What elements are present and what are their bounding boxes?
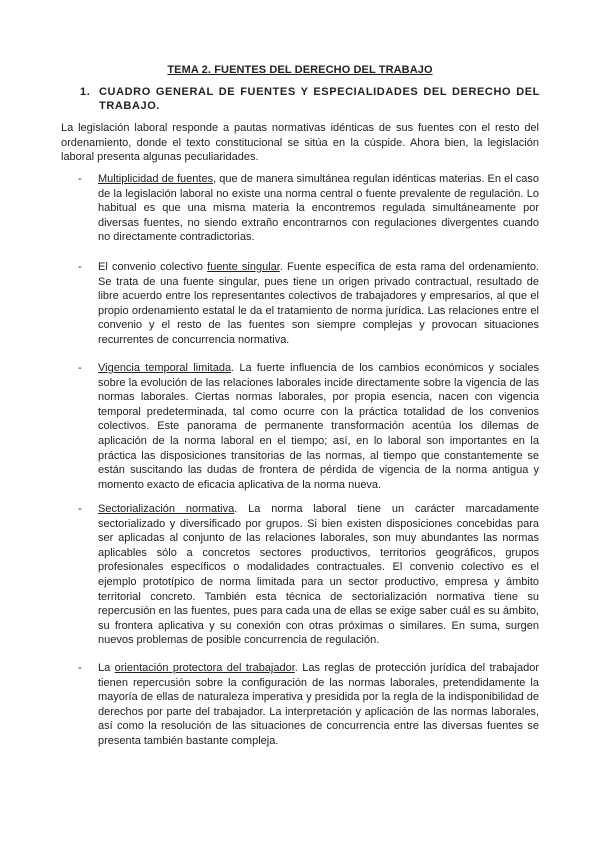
list-bullet: -	[78, 362, 82, 374]
document-title: TEMA 2. FUENTES DEL DERECHO DEL TRABAJO	[167, 64, 433, 76]
list-item-text	[98, 661, 539, 749]
list-bullet: -	[78, 662, 82, 674]
list-item-sectorializacion	[78, 502, 539, 648]
list-bullet: -	[78, 503, 82, 515]
item-description: , que de manera simultánea regulan idénticas materias. En el caso de la legislación laboral no existe una norma central o fuente prevalente de regulación. Lo habitual es que una misma materia la encontremos regulada simultáneamente por diversas fuentes, no siendo extraño encontrarnos con regulaciones divergentes cuando no directamente contradictorias.	[98, 173, 540, 244]
list-bullet: -	[78, 261, 82, 273]
section-title: CUADRO GENERAL DE FUENTES Y ESPECIALIDADES DEL DERECHO DEL TRABAJO.	[99, 86, 540, 112]
item-term: orientación protectora del trabajador	[114, 662, 295, 674]
item-description: . La fuerte influencia de los cambios económicos y sociales sobre la evolución de las relaciones laborales incide directamente sobre la vigencia de las normas laborales. Ciertas normas laborales, por propia esencia, nacen con vigencia temporal predeterminada, tal como ocurre con la práctica totalidad de los convenios colectivos. Este panorama de permanente transformación acentúa los dilemas de aplicación de la norma laboral en el tiempo; así, en lo laboral son importantes en la práctica las disposiciones transitorias de las normas, al tiempo que constantemente se están suscitando las dudas de frontera de pérdida de vigencia de la norma antigua y momento exacto de eficacia aplicativa de la norma nueva.	[98, 362, 539, 491]
list-item-text	[98, 361, 539, 492]
item-description: . La norma laboral tiene un carácter marcadamente sectorializado y diversificado por grupos. Si bien existen disposiciones concebidas para ser aplicadas al conjunto de las relaciones laborales, son muy abundantes las normas aplicables sólo a concretos sectores productivos, territorios geográficos, grupos profesionales específicos o modalidades contractuales. El convenio colectivo es el ejemplo prototípico de norma limitada para un sector productivo, empresa y ámbito territorial concreto. También esta técnica de sectorialización normativa tiene su repercusión en las fuentes, pues para cada una de ellas se exige saber cuál es su ámbito, su frontera aplicativa y su conexión con otras próximas o similares. En suma, surgen nuevos problemas de posible concurrencia de regulación.	[98, 503, 540, 647]
list-item-text	[98, 172, 539, 245]
list-bullet: -	[78, 173, 82, 185]
item-term: Multiplicidad de fuentes	[98, 173, 214, 185]
item-description: . Fuente específica de esta rama del ordenamiento. Se trata de una fuente singular, pues tiene un origen privado contractual, resultado de libre acuerdo entre los representantes colectivos de trabajadores y empresarios, al que el propio ordenamiento estatal le da el tratamiento de norma jurídica. Las relaciones entre el convenio y el resto de las fuentes son siempre complejas y provocan situaciones recurrentes de concurrencia normativa.	[98, 261, 539, 346]
item-term: Vigencia temporal limitada	[98, 362, 232, 374]
list-item-orientacion	[78, 661, 539, 749]
item-term: fuente singular	[207, 261, 280, 273]
item-prefix: El convenio colectivo	[98, 261, 208, 273]
item-term: Sectorialización normativa	[98, 503, 235, 515]
section-number: 1.	[80, 86, 91, 98]
section-heading	[80, 85, 540, 113]
list-item-text	[98, 260, 539, 348]
list-item-vigencia	[78, 361, 539, 492]
item-description: . Las reglas de protección jurídica del trabajador tienen repercusión sobre la configuración de las normas laborales, pretendidamente la mayoría de ellas de naturaleza imperativa y presidida por la regla de la indisponibilidad de derechos por parte del trabajador. La interpretación y aplicación de las normas laborales, así como la resolución de las situaciones de concurrencia entre las diversas fuentes se presenta también bastante compleja.	[98, 662, 539, 747]
list-item-convenio	[78, 260, 539, 348]
list-item-text	[98, 502, 539, 648]
list-item-multiplicidad	[78, 172, 539, 245]
intro-paragraph: La legislación laboral responde a pautas normativas idénticas de sus fuentes con el resto del ordenamiento, donde el texto constitucional se sitúa en la cúspide. Ahora bien, la legislación laboral presenta algunas peculiaridades.	[61, 122, 539, 164]
item-prefix: La	[98, 662, 115, 674]
